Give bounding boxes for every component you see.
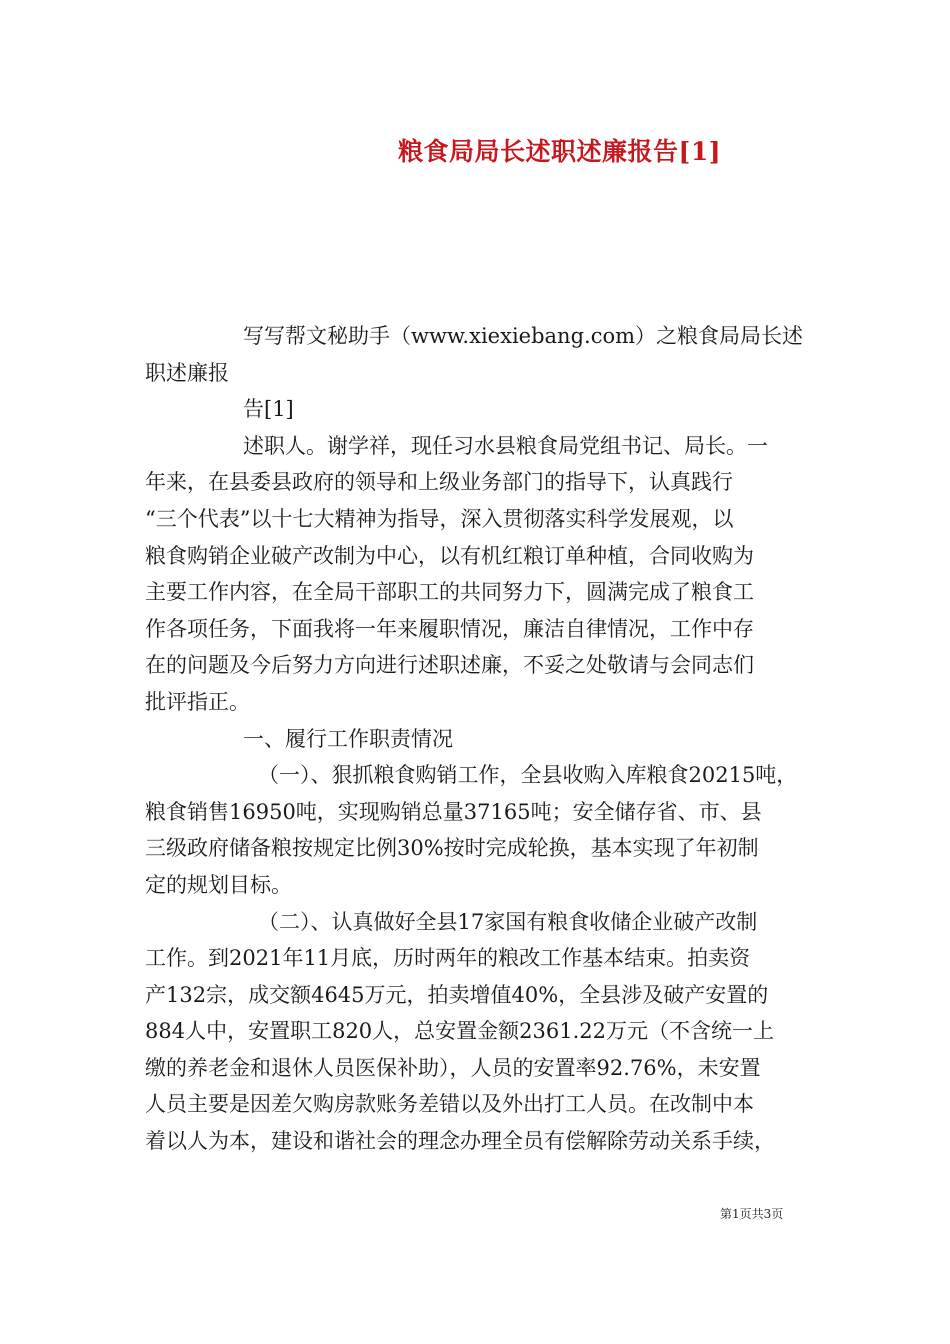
paragraph-line: 年来，在县委县政府的领导和上级业务部门的指导下，认真践行 [145, 470, 733, 495]
paragraph-line: （一）、狠抓粮食购销工作，全县收购入库粮食20215吨， [258, 763, 798, 788]
paragraph-line: 职述廉报 [145, 360, 229, 385]
paragraph-line: 述职人。谢学祥，现任习水县粮食局党组书记、局长。一 [243, 433, 768, 458]
paragraph-line: 作各项任务，下面我将一年来履职情况，廉洁自律情况，工作中存 [145, 616, 754, 641]
paragraph-line: 人员主要是因差欠购房款账务差错以及外出打工人员。在改制中本 [145, 1092, 754, 1117]
paragraph-line: 定的规划目标。 [145, 872, 292, 897]
page-title: 粮食局局长述职述廉报告[1] [398, 137, 722, 166]
paragraph-line: 主要工作内容，在全局干部职工的共同努力下，圆满完成了粮食工 [145, 580, 754, 605]
paragraph-line: 产132宗，成交额4645万元，拍卖增值40%，全县涉及破产安置的 [145, 982, 769, 1007]
page-number-footer: 第1页共3页 [720, 1207, 784, 1221]
paragraph-line: 批评指正。 [145, 689, 250, 714]
paragraph-line: 缴的养老金和退休人员医保补助），人员的安置率92.76%，未安置 [145, 1055, 761, 1080]
paragraph-line: 工作。到2021年11月底，历时两年的粮改工作基本结束。拍卖资 [145, 946, 751, 971]
paragraph-line: （二）、认真做好全县17家国有粮食收储企业破产改制 [258, 909, 758, 934]
document-body [145, 318, 810, 1160]
paragraph-line: 粮食购销企业破产改制为中心，以有机红粮订单种植，合同收购为 [145, 543, 754, 568]
paragraph-line: 在的问题及今后努力方向进行述职述廉，不妥之处敬请与会同志们 [145, 653, 754, 678]
paragraph-line: 告[1] [243, 397, 294, 422]
paragraph-line: 着以人为本，建设和谐社会的理念办理全员有偿解除劳动关系手续， [145, 1129, 775, 1154]
paragraph-line: 三级政府储备粮按规定比例30%按时完成轮换，基本实现了年初制 [145, 836, 759, 861]
paragraph-line: “三个代表”以十七大精神为指导，深入贯彻落实科学发展观，以 [145, 506, 734, 531]
paragraph-line: 粮食销售16950吨，实现购销总量37165吨；安全储存省、市、县 [145, 799, 762, 824]
paragraph-line: 写写帮文秘助手（www.xiexiebang.com）之粮食局局长述 [243, 324, 804, 348]
section-heading: 一、履行工作职责情况 [243, 726, 453, 751]
paragraph-line: 884人中，安置职工820人，总安置金额2361.22万元（不含统一上 [145, 1019, 775, 1044]
